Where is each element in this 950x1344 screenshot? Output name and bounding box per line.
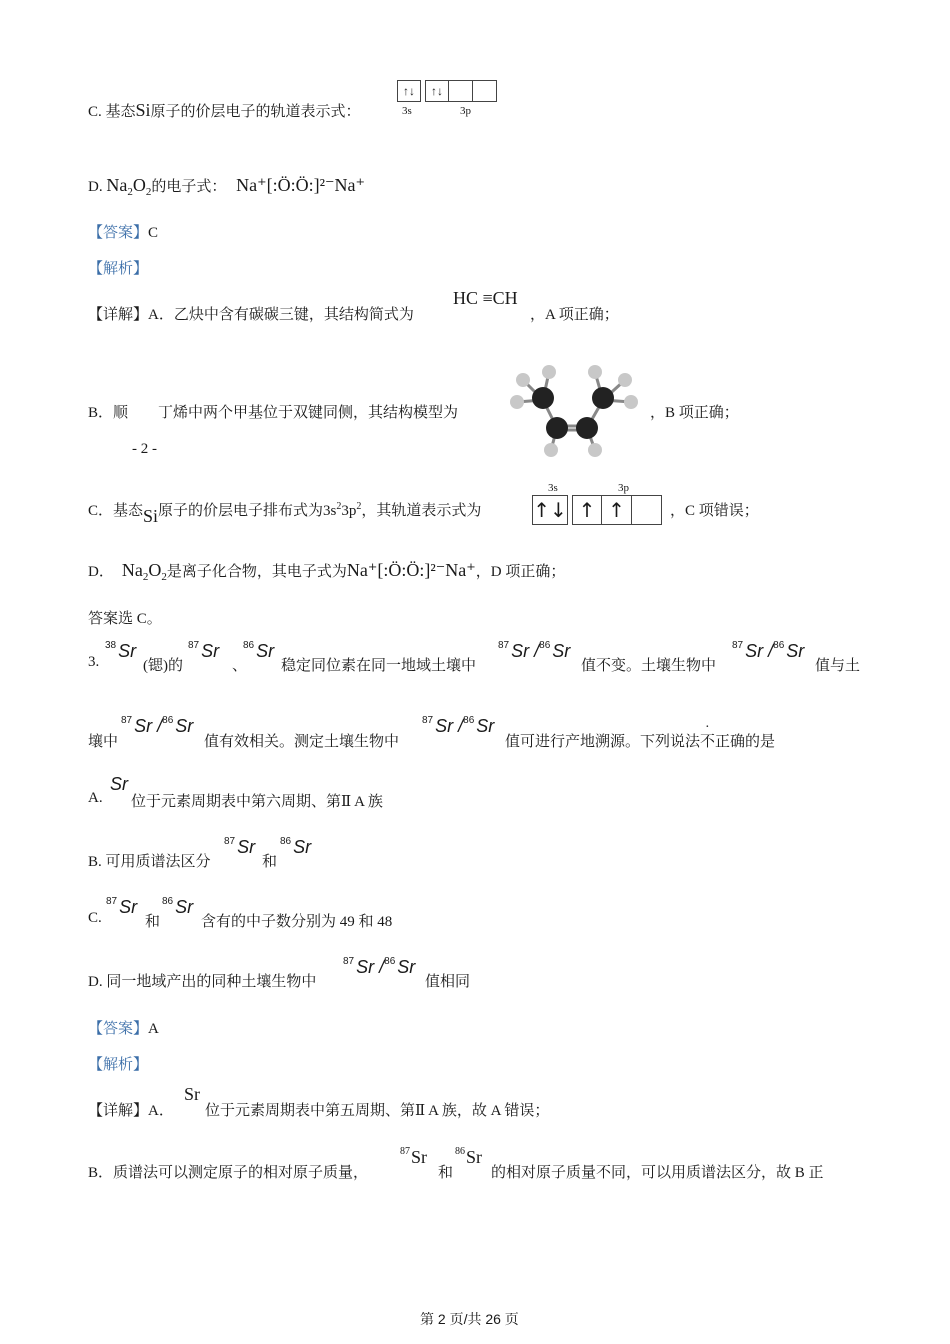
element-symbol: Sr [119, 897, 138, 917]
detail-c-prefix: C．基态 [88, 503, 144, 519]
formula-subscript: 2 [142, 571, 149, 583]
q3-text: 值与土 [815, 658, 861, 674]
detail-d-prefix: D． [88, 564, 114, 580]
element-si: Si [143, 506, 159, 526]
slash: / [157, 716, 163, 736]
page-footer: 第 2 页/共 26 页 [420, 1311, 519, 1327]
mass-number: 86 [243, 640, 255, 651]
isotope-sr-86 [280, 836, 311, 858]
element-symbol: Sr [476, 716, 495, 736]
element-symbol: Sr [356, 957, 375, 977]
q2-detail-b [88, 401, 458, 422]
q3-text: 壤中 [88, 734, 119, 750]
detail-d-text: 是离子化合物，其电子式为 [166, 564, 347, 580]
mass-number: 87 [732, 640, 744, 651]
slash: / [458, 716, 464, 736]
answer-tag: 【答案】 [88, 1021, 149, 1037]
detail-d-tail: ，D 项正确； [475, 564, 566, 580]
formula-na: Na [106, 175, 128, 195]
detail-a-text: A．乙炔中含有碳碳三键，其结构简式为 [148, 307, 414, 323]
orbital-3s-box: ↑↓ [397, 80, 421, 102]
element-symbol: Sr [237, 837, 256, 857]
q2-answer [88, 221, 158, 242]
element-symbol: Sr [134, 716, 153, 736]
element-symbol: Sr [293, 837, 312, 857]
q3-option-c-text: 含有的中子数分别为 49 和 48 [201, 914, 393, 930]
isotope-sr-87 [106, 896, 137, 918]
option-c-prefix: C. 基态 [88, 104, 136, 120]
element-symbol: Sr [175, 897, 194, 917]
mass-number: 86 [162, 896, 174, 907]
orbital-3p-box: ↑ [602, 495, 632, 525]
q2-detail-c [88, 499, 482, 526]
detail-a-tail: ，A 项正确； [530, 307, 619, 323]
isotope-ratio [121, 715, 193, 737]
mass-number: 86 [463, 715, 475, 726]
element-symbol: Sr [256, 641, 275, 661]
analysis-tag: 【解析】 [88, 261, 149, 277]
q3-option-d-tail: 值相同 [425, 974, 471, 990]
orbital-3s-box: ↑↓ [532, 495, 568, 525]
q3-text [505, 730, 775, 751]
answer-tag: 【答案】 [88, 225, 149, 241]
q3-text: 稳定同位素在同一地域土壤中 [281, 658, 477, 674]
formula-o: O [132, 175, 146, 195]
orbital-3p-box [449, 80, 473, 102]
element-symbol: Sr [411, 1147, 428, 1167]
q2-option-d [88, 175, 365, 198]
q3-text: 的是 [745, 734, 776, 750]
and-text: 和 [145, 914, 161, 930]
detail-c-tail: ，C 项错误； [670, 503, 759, 519]
label-3p: 3p [618, 482, 629, 494]
q3-option-a-label: A. [88, 790, 103, 806]
acetylene-formula: HC ≡CH [453, 288, 518, 308]
slash: / [768, 641, 774, 661]
element-symbol: Sr [511, 641, 530, 661]
option-d-prefix: D. [88, 179, 107, 195]
element-symbol: Sr [786, 641, 805, 661]
q2-conclusion: 答案选 C。 [88, 611, 162, 627]
q2-detail-a [88, 303, 414, 324]
mass-number: 38 [105, 640, 117, 651]
answer-value: A [148, 1021, 159, 1037]
option-label: B. [88, 854, 102, 870]
and-text: 和 [438, 1165, 454, 1181]
formula-o: O [148, 560, 162, 580]
isotope-ratio [732, 640, 804, 662]
detail-c-text: 原子的价层电子排布式为3s [158, 503, 337, 519]
element-symbol: Sr [552, 641, 571, 661]
q3-detail-a [88, 1099, 174, 1120]
isotope-ratio [498, 640, 570, 662]
mass-number: 87 [422, 715, 434, 726]
element-symbol: Sr [466, 1147, 483, 1167]
q3-text: 值有效相关。测定土壤生物中 [204, 734, 400, 750]
q3-detail-a-text: 位于元素周期表中第五周期、第Ⅱ A 族，故 A 错误； [205, 1103, 550, 1119]
electron-formula: Na⁺[:Ö:Ö:]²⁻Na⁺ [346, 560, 476, 580]
q3-option-d [88, 970, 316, 991]
element-sr: Sr [184, 1084, 201, 1104]
orbital-3p-box [473, 80, 497, 102]
mass-number: 87 [188, 640, 200, 651]
q3-option-c-label: C. [88, 910, 102, 926]
inner-page-mark: - 2 - [132, 441, 157, 457]
mass-number: 86 [384, 956, 396, 967]
mass-number: 87 [343, 956, 355, 967]
orbital-3p-box [632, 495, 662, 525]
analysis-tag: 【解析】 [88, 1057, 149, 1073]
mass-number: 87 [224, 836, 236, 847]
q3-number: 3. [88, 654, 100, 670]
q3-option-a-text: 位于元素周期表中第六周期、第Ⅱ A 族 [131, 794, 383, 810]
mass-number: 87 [106, 896, 118, 907]
option-text: 可用质谱法区分 [105, 854, 211, 870]
orbital-3p-box: ↑ [572, 495, 602, 525]
mass-number: 86 [455, 1146, 465, 1157]
isotope-sr-87 [224, 836, 255, 858]
mass-number: 87 [498, 640, 510, 651]
detail-b-text: 丁烯中两个甲基位于双键同侧，其结构模型为 [158, 405, 459, 421]
label-3p: 3p [460, 105, 471, 117]
q2-option-c [88, 100, 361, 121]
orbital-3p-box: ↑↓ [425, 80, 449, 102]
detail-b-tail: ，B 项正确； [650, 405, 739, 421]
q3-option-b [88, 850, 211, 871]
detail-b-prefix: B．顺 [88, 405, 129, 421]
detail-c-mid: 3p [341, 503, 357, 519]
q3-text: 、 [232, 658, 248, 674]
q3-text: 值可进行产地溯源。下列说法 [505, 734, 701, 750]
isotope-sr-38 [105, 640, 136, 662]
q3-text: 值不变。土壤生物中 [581, 658, 717, 674]
mass-number: 86 [280, 836, 292, 847]
q3-text: (锶)的 [143, 658, 183, 674]
option-text: 同一地域产出的同种土壤生物中 [106, 974, 317, 990]
formula-na: Na [121, 560, 143, 580]
superscript: 2 [336, 501, 342, 512]
element-sr: Sr [110, 774, 128, 794]
element-symbol: Sr [397, 957, 416, 977]
detail-a-prefix: A． [148, 1103, 174, 1119]
answer-value: C [148, 225, 159, 241]
option-d-suffix: 的电子式： [151, 179, 227, 195]
q3-detail-b-text: 的相对原子质量不同，可以用质谱法区分，故 B 正 [491, 1165, 824, 1181]
element-symbol: Sr [175, 716, 194, 736]
formula-subscript: 2 [145, 186, 152, 198]
label-3s: 3s [402, 105, 412, 117]
mass-number: 87 [400, 1146, 410, 1157]
formula-subscript: 2 [161, 571, 167, 583]
orbital-diagram-correct [532, 495, 666, 525]
slash: / [379, 957, 385, 977]
isotope-sr-86 [162, 896, 193, 918]
label-3s: 3s [548, 482, 558, 494]
q3-detail-b-prefix: B．质谱法可以测定原子的相对原子质量， [88, 1165, 369, 1181]
electron-formula: Na⁺[:Ö:Ö:]²⁻Na⁺ [236, 175, 365, 195]
formula-subscript: 2 [127, 186, 133, 198]
isotope-ratio [422, 715, 494, 737]
emphasized-text: 不正确 [700, 734, 746, 750]
element-symbol: Sr [745, 641, 764, 661]
mass-number: 87 [121, 715, 133, 726]
element-si: Si [135, 100, 151, 120]
option-c-suffix: 原子的价层电子的轨道表示式： [150, 104, 361, 120]
detail-c-text2: ，其轨道表示式为 [361, 503, 482, 519]
detail-tag: 【详解】 [88, 1103, 149, 1119]
mass-number: 86 [773, 640, 785, 651]
orbital-diagram-wrong [397, 80, 501, 102]
detail-tag: 【详解】 [88, 307, 149, 323]
q3-answer [88, 1017, 159, 1038]
q2-detail-d [88, 560, 565, 583]
isotope-ratio [343, 956, 415, 978]
element-symbol: Sr [201, 641, 220, 661]
cis-butene-model-icon [505, 360, 645, 460]
superscript: 2 [356, 501, 362, 512]
element-symbol: Sr [435, 716, 454, 736]
option-label: D. [88, 974, 103, 990]
isotope-sr-87 [188, 640, 219, 662]
isotope-sr-86 [243, 640, 274, 662]
and-text: 和 [262, 854, 278, 870]
isotope-sr-87 [400, 1146, 427, 1168]
element-symbol: Sr [118, 641, 137, 661]
isotope-sr-86 [455, 1146, 482, 1168]
mass-number: 86 [539, 640, 551, 651]
mass-number: 86 [162, 715, 174, 726]
slash: / [534, 641, 540, 661]
